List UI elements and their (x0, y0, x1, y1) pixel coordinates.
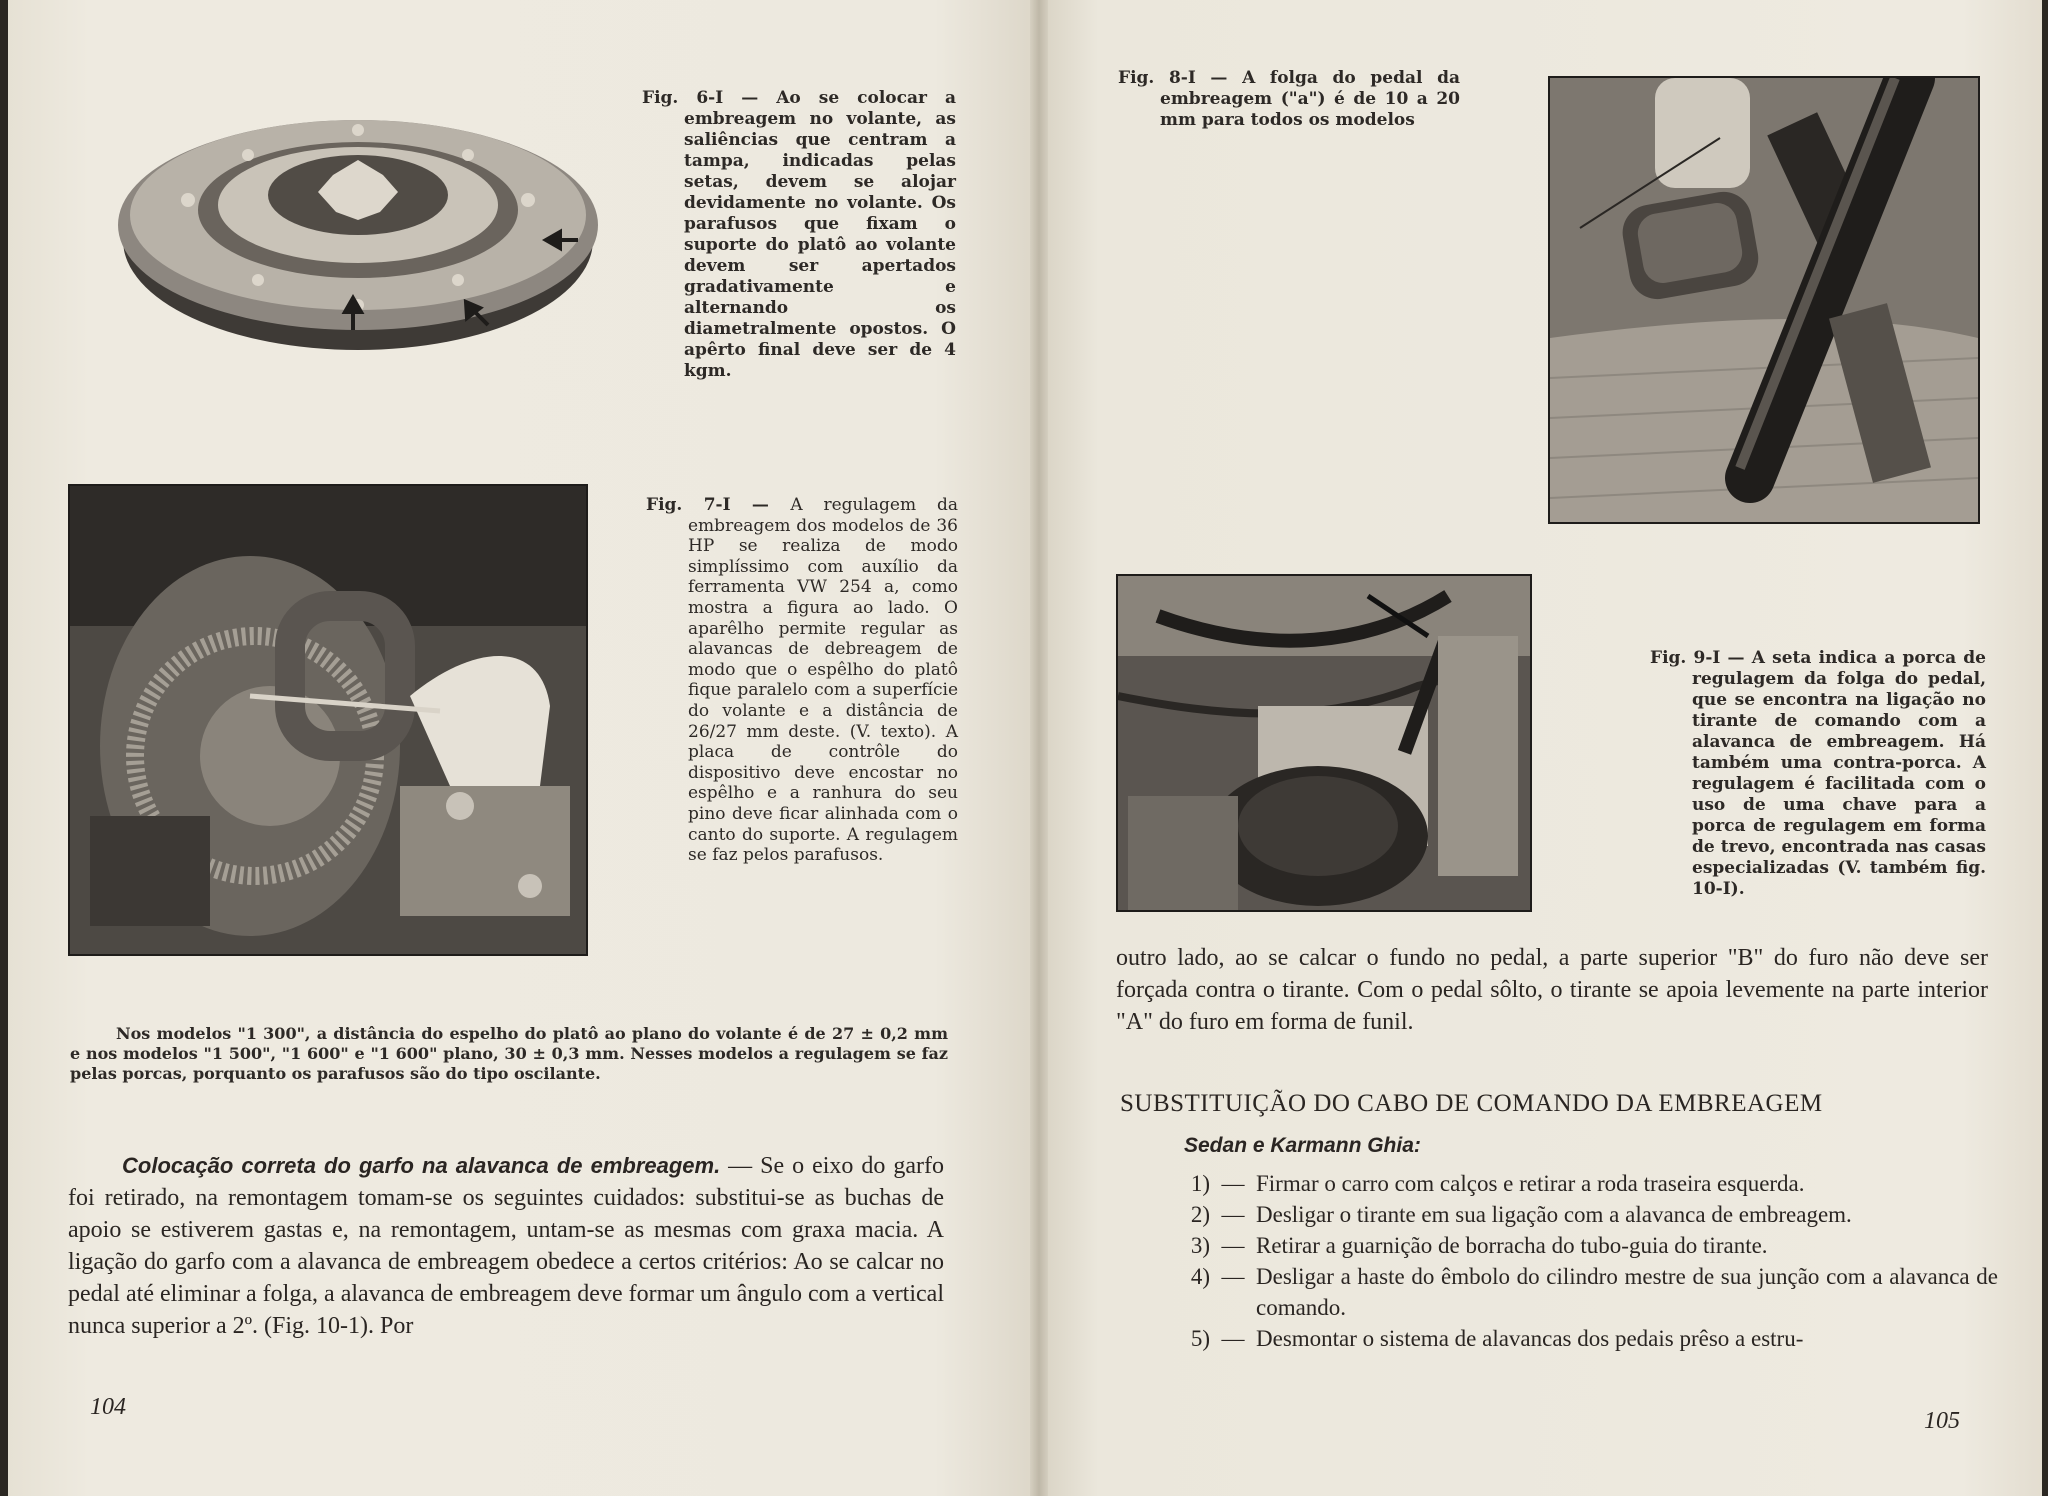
fig9-clutch-cable-nut-photo (1116, 574, 1532, 912)
step-number: 3) (1190, 1233, 1210, 1258)
fig6-clutch-plate-photo (108, 80, 608, 365)
step-item (1172, 1199, 1998, 1230)
steps-list (1172, 1168, 1998, 1354)
fig8-text: A folga do pedal da embreagem ("a") é de 10 a 20 mm para todos os modelos (1160, 68, 1460, 130)
fig9-text: A seta indica a porca de regulagem da folga do pedal, que se encontra na ligação no tirante de comando com a alavanca de embreagem. Há também uma contra-porca. A regulagem é facilitada com o uso de uma chave para a porca de regulagem em forma de trevo, encontrada nas casas especializadas (V. também fig. 10-I). (1692, 648, 1986, 899)
fig6-text: Ao se colocar a embreagem no volante, as saliências que centram a tampa, indicadas pelas setas, devem se alojar devidamente no volante. Os parafusos que fixam o suporte do platô ao volante devem ser apertados gradativamente e alternando os diametralmente opostos. O apêrto final deve ser de 4 kgm. (684, 88, 956, 381)
fig9-caption (1650, 648, 1986, 900)
step-number: 5) (1190, 1326, 1210, 1351)
step-dash: — (1221, 1326, 1245, 1351)
fig9-label: Fig. 9-I — (1650, 648, 1752, 668)
step-dash: — (1221, 1264, 1245, 1289)
step-item (1172, 1230, 1998, 1261)
page-number-left: 104 (90, 1394, 126, 1420)
book-gutter (1030, 0, 1048, 1496)
step-text: Desligar a haste do êmbolo do cilindro mestre de sua junção com a alavanca de comando. (1256, 1264, 1998, 1320)
step-dash: — (1221, 1202, 1245, 1227)
step-text: Desmontar o sistema de alavancas dos pedais prêso a estru- (1256, 1326, 1804, 1351)
model-distance-note: Nos modelos "1 300", a distância do espelho do platô ao plano do volante é de 27 ± 0,2 mm e nos modelos "1 500", "1 600" e "1 600" plano, 30 ± 0,3 mm. Nesses modelos a regulagem se faz pelas porcas, porquanto os parafusos são do tipo oscilante. (70, 1024, 948, 1083)
fig7-label: Fig. 7-I — (646, 495, 791, 515)
step-text: Retirar a guarnição de borracha do tubo-guia do tirante. (1256, 1233, 1768, 1258)
step-dash: — (1221, 1233, 1245, 1258)
step-text: Desligar o tirante em sua ligação com a alavanca de embreagem. (1256, 1202, 1852, 1227)
fig6-label: Fig. 6-I — (642, 88, 777, 108)
section-title: SUBSTITUIÇÃO DO CABO DE COMANDO DA EMBREAGEM (1120, 1090, 1823, 1117)
page-number-right: 105 (1924, 1408, 1960, 1434)
fig8-label: Fig. 8-I — (1118, 68, 1243, 88)
step-item (1172, 1168, 1998, 1199)
step-number: 2) (1190, 1202, 1210, 1227)
garfo-paragraph-text: — Se o eixo do garfo foi retirado, na remontagem tomam-se os seguintes cuidados: substitui-se as buchas de apoio se estiverem gastas e, na remontagem, untam-se as mesmas com graxa macia. A ligação do garfo com a alavanca de embreagem obedece a certos critérios: Ao se calcar no pedal até eliminar a folga, a alavanca de embreagem deve formar um ângulo com a vertical nunca superior a 2º. (Fig. 10-1). Por (68, 1153, 944, 1339)
fig6-caption (642, 88, 956, 382)
step-item (1172, 1261, 1998, 1323)
continuation-paragraph: outro lado, ao se calcar o fundo no pedal, a parte superior "B" do furo não deve ser forçada contra o tirante. Com o pedal sôlto, o tirante se apoia levemente na parte interior "A" do furo em forma de funil. (1116, 945, 1988, 1035)
fig8-clutch-pedal-photo (1548, 76, 1980, 524)
step-text: Firmar o carro com calços e retirar a roda traseira esquerda. (1256, 1171, 1805, 1196)
fig8-caption (1118, 68, 1460, 131)
step-dash: — (1221, 1171, 1245, 1196)
step-item (1172, 1323, 1998, 1354)
step-number: 4) (1190, 1264, 1210, 1289)
garfo-paragraph (68, 1150, 944, 1342)
fig7-text: A regulagem da embreagem dos modelos de 36 HP se realiza de modo simplíssimo com auxílio da ferramenta VW 254 a, como mostra a figura ao lado. O aparêlho permite regular as alavancas de debreagem de modo que o espêlho do platô fique paralelo com a superfície do volante e a distância de 26/27 mm deste. (V. texto). A placa de contrôle do dispositivo deve encostar no espêlho e a ranhura do seu pino deve ficar alinhada com o canto do suporte. A regulagem se faz pelos parafusos. (688, 495, 958, 866)
fig7-clutch-adjustment-photo (68, 484, 588, 956)
garfo-paragraph-heading: Colocação correta do garfo na alavanca de embreagem. (122, 1153, 721, 1178)
step-number: 1) (1190, 1171, 1210, 1196)
fig7-caption (646, 495, 958, 866)
subsection-title: Sedan e Karmann Ghia: (1184, 1134, 1421, 1157)
